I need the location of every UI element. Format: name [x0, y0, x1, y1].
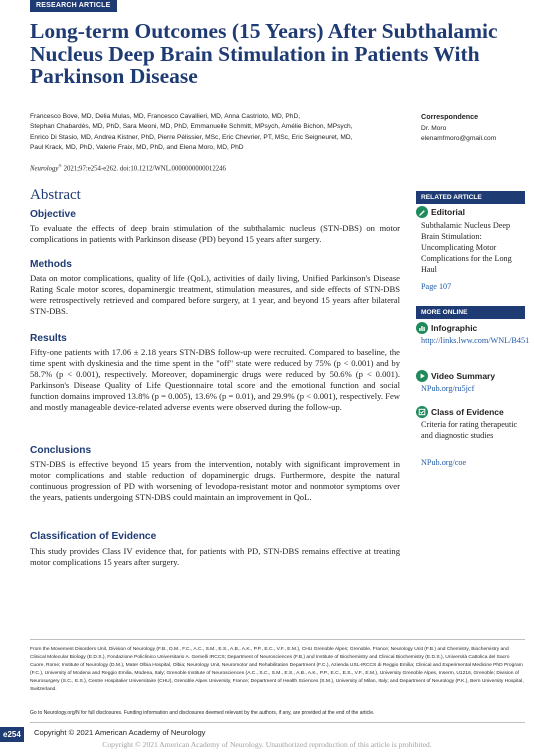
- correspondence-block: [421, 124, 496, 145]
- classification-heading: Classification of Evidence: [30, 531, 157, 542]
- journal-name: Neurology: [30, 165, 59, 173]
- abstract-heading: Abstract: [30, 187, 81, 203]
- author-line: Enrico Di Stasio, MD, Andrea Kistner, PhD, Pierre Pélissier, MSc, Eric Chevrier, PT, MSc, Eric Seigneuret, MD,: [30, 133, 353, 141]
- conclusions-heading: Conclusions: [30, 445, 92, 456]
- author-line: Stephan Chabardès, MD, PhD, Sara Meoni, MD, PhD, Emmanuelle Schmitt, MPsych, Amélie Bichon, MPsych,: [30, 123, 353, 131]
- copyright-notice: Copyright © 2021 American Academy of Neurology. Unauthorized reproduction of this article is prohibited.: [102, 740, 432, 749]
- class-link[interactable]: NPub.org/coe: [421, 458, 467, 467]
- class-heading: Class of Evidence: [431, 407, 504, 417]
- video-heading: Video Summary: [431, 371, 496, 381]
- infographic-heading: Infographic: [431, 323, 478, 333]
- editorial-heading: Editorial: [431, 207, 466, 217]
- class-heading-row: [416, 406, 504, 418]
- results-heading: Results: [30, 333, 67, 344]
- correspondence-heading: Correspondence: [421, 112, 479, 121]
- methods-heading: Methods: [30, 259, 72, 270]
- related-article-bar: RELATED ARTICLE: [416, 191, 525, 204]
- objective-text: To evaluate the effects of deep brain stimulation of the subthalamic nucleus (STN-DBS) on motor complications in patients with Parkinson disease (PD) beyond 15 years after surgery.: [30, 223, 400, 245]
- disclosure-note: Go to Neurology.org/N for full disclosures. Funding information and disclosures deemed relevant by the authors, if any, are provided at the end of the article.: [30, 710, 375, 716]
- copyright-line: Copyright © 2021 American Academy of Neurology: [34, 728, 206, 737]
- results-text: Fifty-one patients with 17.06 ± 2.18 years STN-DBS follow-up were recruited. Compared to baseline, the time spent with dyskinesia and the time spent in the "off" state were reduced by 75% (p < 0.001) and by 58.7% (p < 0.001), respectively. Moreover, dopaminergic drugs were reduced by 50.6% (p < 0.001). Parkinson's Disease Quality of Life Questionnaire total score and the emotional function and social function domains improved 13.8% (p = 0.005), 13.6% (p = 0.01), and 29.9% (p < 0.001), respectively. Few and mostly manageable device-related adverse events were observed during the follow-up.: [30, 347, 400, 413]
- author-line: Paul Krack, MD, PhD, Valerie Fraix, MD, PhD, and Elena Moro, MD, PhD: [30, 144, 244, 152]
- infographic-heading-row: [416, 322, 477, 334]
- correspondence-email[interactable]: elenamfmoro@gmail.com: [421, 135, 497, 143]
- video-link[interactable]: NPub.org/ru5jcf: [421, 384, 475, 393]
- journal-reference: 2021;97:e254-e262. doi:10.1212/WNL.0000000000012246: [61, 165, 226, 173]
- conclusions-text: STN-DBS is effective beyond 15 years from the intervention, notably with significant improvement in motor complications and stable reduction of dopaminergic drugs. Furthermore, despite the natural continuous progression of PD with worsening of levodopa-resistant motor and nonmotor symptoms over the years, patients undergoing STN-DBS could maintain an improvement in QoL.: [30, 459, 400, 503]
- editorial-text: Subthalamic Nucleus Deep Brain Stimulation: Uncomplicating Motor Complications for the Long Haul: [421, 221, 512, 274]
- citation-line: Neurology® 2021;97:e254-e262. doi:10.1212/WNL.0000000000012246: [30, 163, 226, 173]
- class-text: Criteria for rating therapeutic and diagnostic studies: [421, 420, 518, 440]
- editorial-heading-row: [416, 206, 465, 218]
- objective-heading: Objective: [30, 209, 76, 220]
- video-heading-row: [416, 370, 495, 382]
- article-type-badge: RESEARCH ARTICLE: [30, 0, 117, 12]
- page-number: e254: [0, 727, 24, 742]
- infographic-icon: [416, 322, 428, 334]
- author-line: Francesco Bove, MD, Delia Mulas, MD, Francesco Cavallieri, MD, Anna Castrioto, MD, PhD,: [30, 113, 301, 120]
- footer-divider: [30, 722, 525, 723]
- classification-text: This study provides Class IV evidence that, for patients with PD, STN-DBS remains effective at treating motor complications 15 years after surgery.: [30, 546, 400, 568]
- article-title: Long-term Outcomes (15 Years) After Subthalamic Nucleus Deep Brain Stimulation in Patients With Parkinson Disease: [30, 19, 498, 88]
- pencil-icon: [416, 206, 428, 218]
- author-list: [30, 112, 408, 154]
- play-icon: [416, 370, 428, 382]
- methods-text: Data on motor complications, quality of life (QoL), activities of daily living, Unified Parkinson's Disease Rating Scale motor scores, dopaminergic treatment, stimulation measures, and side effects of STN-DBS were retrospectively retrieved and compared before surgery, at 1 year, and beyond 15 years after bilateral STN-DBS.: [30, 273, 400, 317]
- evidence-icon: [416, 406, 428, 418]
- infographic-link[interactable]: http://links.lww.com/WNL/B451: [421, 336, 530, 345]
- footnote-divider: [30, 639, 525, 640]
- more-online-bar: MORE ONLINE: [416, 306, 525, 319]
- affiliations-footnote: From the Movement Disorders Unit, Division of Neurology (F.B., D.M., F.C., A.C., S.M., E.S., A.B., A.K., P.P., E.C., V.F., E.M.), CHU Grenoble Alpes; Grenoble, France; Neurology Unit (F.B.) and Chemistry, Biochemistry and Clinical Molecular Biology (E.D.S.), Fondazione Policlinico Universitario A. Gemelli IRCCS; Department of Neurosciences (F.B.) and Institute of Biochemistry and Clinical Biochemistry (E.D.S.), Università Cattolica del Sacro Cuore, Rome; Institute of Neurology (D.M.), Mater Olbia Hospital, Olbia; Neurology Unit, Neuromotor and Rehabilitation Department (F.C.), Azienda USL-IRCCS di Reggio Emilia; Clinical and Experimental Medicine PhD Program (F.C.), University of Modena and Reggio Emilia, Modena, Italy; Grenoble Institute of Neurosciences (A.C., S.C., S.M., E.S., A.B., A.K., P.P., E.C., E.S., V.F., E.M.), University Grenoble Alpes, Inserm, U1216, Grenoble; Division of Neurosurgery (S.C., E.S.), Centre Hospitalier Universitaire (CHU), Grenoble Alpes University, France; Department of Health Sciences (S.M.), University of Milan, Italy; and Department of Neurology (P.K.), Bern University Hospital, Switzerland.: [30, 647, 524, 692]
- editorial-page-link[interactable]: Page 107: [421, 282, 452, 291]
- correspondence-name: Dr. Moro: [421, 125, 447, 132]
